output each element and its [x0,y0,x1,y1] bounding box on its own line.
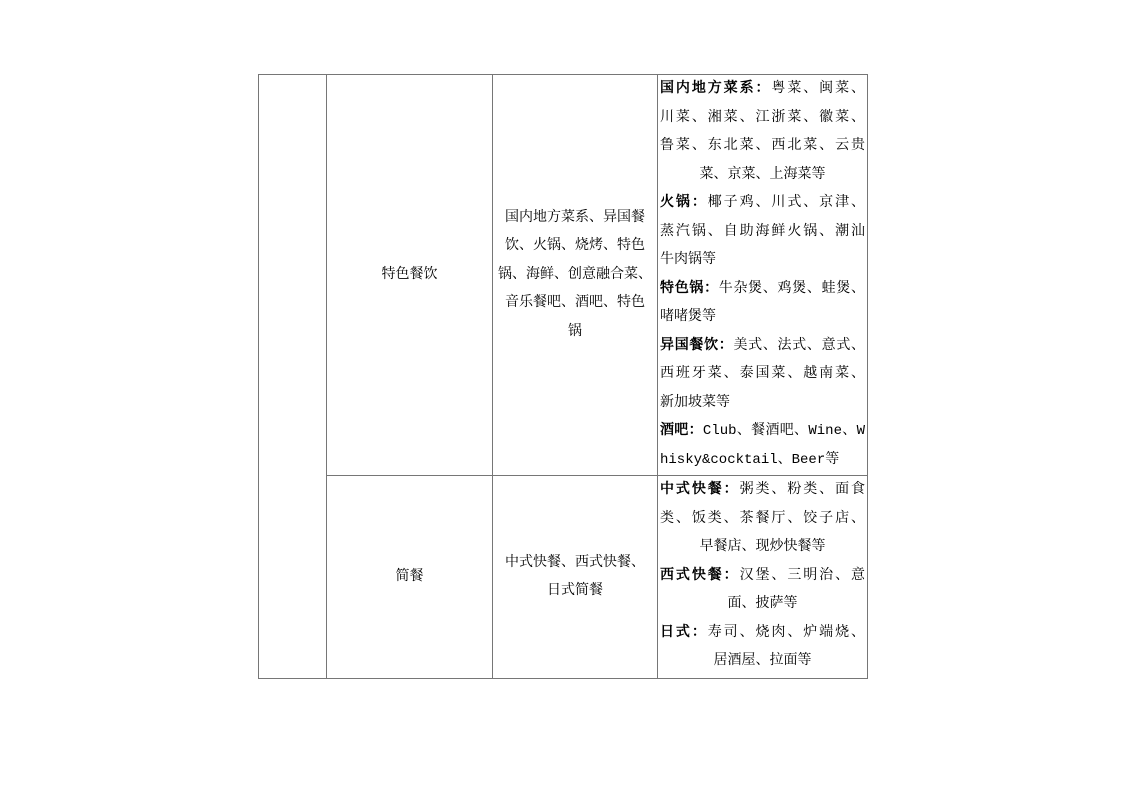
detail-label: 火锅： [660,195,708,211]
detail-label: 特色锅： [660,280,719,297]
detail-line: 居酒屋、拉面等 [713,653,812,669]
detail-line: 啫啫煲等 [660,309,716,325]
details-cell-special-dining [658,75,867,476]
detail-line: 新加坡菜等 [660,394,730,411]
detail-paragraph [660,619,865,676]
detail-line: 类、饭类、茶餐厅、饺子店、 [660,510,865,527]
detail-line: 国内地方菜系：粤菜、闽菜、 [660,81,866,97]
detail-paragraph [660,417,865,474]
detail-line: 日式：寿司、烧肉、炉端烧、 [660,624,865,641]
detail-paragraph [660,75,865,189]
detail-paragraph [660,275,865,332]
detail-line: 面、披萨等 [727,596,798,612]
detail-label: 国内地方菜系： [660,81,772,97]
detail-label: 中式快餐： [660,482,740,498]
detail-line: 西式快餐：汉堡、三明治、意 [660,567,866,584]
detail-line: hisky&cocktail、Beer等 [660,451,840,468]
summary-line: 中式快餐、西式快餐、 [505,554,645,571]
detail-line: 西班牙菜、泰国菜、越南菜、 [660,366,865,382]
summary-line: 音乐餐吧、酒吧、特色 [505,295,645,312]
detail-paragraph [660,332,865,418]
detail-label: 日式： [660,624,708,641]
summary-line: 国内地方菜系、异国餐 [505,209,645,226]
detail-label: 西式快餐： [660,567,740,584]
details-cell-simple-meal [658,476,867,678]
category-cell-special-dining [327,75,493,476]
detail-label: 酒吧： [660,423,703,439]
summary-cell-simple-meal [493,476,658,678]
dining-category-table [258,74,868,679]
detail-line: 菜、京菜、上海菜等 [699,166,826,183]
detail-line: 中式快餐：粥类、粉类、面食 [660,482,866,498]
category-label: 简餐 [395,568,424,585]
summary-cell-special-dining [493,75,658,476]
detail-line: 异国餐饮：美式、法式、意式、 [660,337,866,354]
detail-paragraph [660,562,865,619]
detail-paragraph [660,476,865,562]
detail-line: 蒸汽锅、自助海鲜火锅、潮汕 [660,223,865,240]
detail-paragraph [660,189,865,275]
summary-line: 饮、火锅、烧烤、特色 [505,238,645,255]
detail-line: 火锅：椰子鸡、川式、京津、 [660,195,865,211]
merged-left-cell [259,75,327,678]
detail-line: 川菜、湘菜、江浙菜、徽菜、 [660,109,865,126]
category-cell-simple-meal [327,476,493,678]
detail-line: 早餐店、现炒快餐等 [699,539,826,555]
summary-line: 锅 [568,323,582,340]
detail-line: 鲁菜、东北菜、西北菜、云贵 [660,138,865,154]
detail-line: 特色锅：牛杂煲、鸡煲、蛙煲、 [660,280,866,297]
category-label: 特色餐饮 [381,266,438,283]
summary-line: 锅、海鲜、创意融合菜、 [498,266,652,283]
detail-label: 异国餐饮： [660,337,734,354]
detail-line: 牛肉锅等 [660,252,716,268]
detail-line: 酒吧：Club、餐酒吧、Wine、W [660,423,865,439]
summary-line: 日式简餐 [547,583,603,599]
